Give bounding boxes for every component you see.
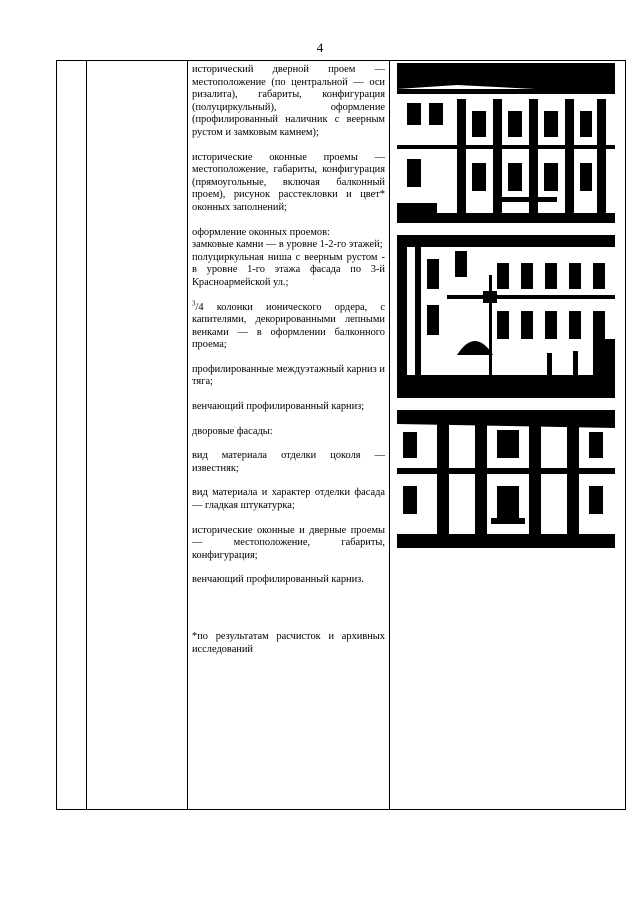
paragraph-courtyard-heading: дворовые фасады: — [192, 425, 273, 437]
paragraph-cornice-floor: профилированные междуэтажный карниз и тяга; — [192, 363, 385, 388]
paragraph-columns — [192, 299, 385, 352]
page-number: 4 — [316, 40, 324, 55]
paragraph-courtyard-cornice: венчающий профилированный карниз. — [192, 574, 364, 586]
facade-photo-1 — [397, 63, 615, 223]
fraction-numerator: 3 — [192, 299, 196, 308]
facade-photo-3 — [397, 410, 615, 548]
paragraph-cornice-top: венчающий профилированный карниз; — [192, 401, 365, 413]
paragraph-plinth-material: вид материала отделки цоколя — известняк; — [192, 450, 385, 474]
paragraph-courtyard-openings: исторические оконные и дверные проемы — местоположение, габариты, конфигурация; — [192, 524, 385, 561]
paragraph-door: исторический дверной проем — местоположение (по центральной — оси ризалита), габариты, конфигурация (полуциркульный), оформление (профилированный наличник с веерным рустом и замковым камнем); — [192, 64, 385, 138]
number-cell — [57, 61, 87, 810]
paragraph-facade-finish: вид материала и характер отделки фасада — гладкая штукатурка; — [192, 487, 385, 512]
paragraph-windows: исторические оконные проемы — местоположение, габариты, конфигурация (прямоугольные, включая балконный проем), рисунок расстекловки и цвет* оконных заполнений; — [192, 151, 385, 213]
document-table — [56, 60, 626, 810]
description-cell — [188, 61, 390, 810]
columns-text: /4 колонки ионического ордера, с капителями, декорированными лепными венками — в оформлении балконного проема; — [192, 301, 385, 351]
window-decor-keystones: замковые камни — в уровне 1-2-го этажей; — [192, 239, 383, 251]
footnote: *по результатам расчисток и архивных исследований — [192, 631, 385, 655]
photo-cell — [390, 61, 626, 810]
object-cell — [87, 61, 188, 810]
paragraph-window-decor — [192, 227, 385, 290]
facade-photo-2 — [397, 235, 615, 398]
window-decor-niche: полуциркульная ниша с веерным рустом - в уровне 1-го этажа фасада по 3-й Красноармейской ул.; — [192, 251, 385, 288]
table-row — [57, 61, 626, 810]
window-decor-heading: оформление оконных проемов: — [192, 226, 330, 238]
